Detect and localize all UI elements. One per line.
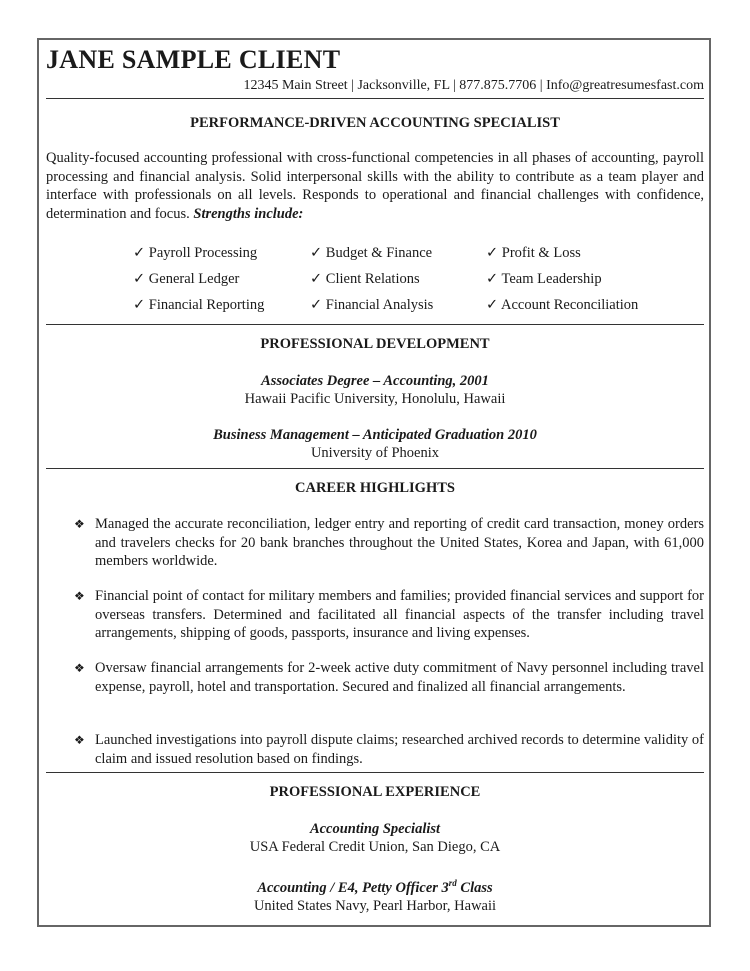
experience-entry: [46, 820, 704, 856]
check-icon: ✓: [486, 297, 499, 313]
school-name: Hawaii Pacific University, Honolulu, Hawaii: [244, 391, 506, 407]
list-item: ❖ Managed the accurate reconciliation, ledger entry and reporting of credit card transaction, money orders and travelers checks for 20 bank branches throughout the United States, Korea and Japan, with 61,000 members worldwide.: [74, 516, 704, 569]
diamond-bullet-icon: ❖: [74, 589, 85, 603]
header-divider: [46, 98, 704, 99]
check-icon: ✓: [310, 297, 323, 313]
job-title: Accounting / E4, Petty Officer 3rd Class: [257, 878, 493, 896]
strengths-label: Strengths include:: [193, 205, 304, 222]
summary-text: Quality-focused accounting professional with cross-functional competencies in all phases of accounting, payroll processing and financial analysis. Solid interpersonal skills with the ability to contribute as a team player and interface with professionals on all levels. Responds to operational and financial challenges with confidence, determination and focus.: [46, 150, 704, 222]
check-icon: ✓: [133, 271, 146, 287]
diamond-bullet-icon: ❖: [74, 733, 85, 747]
list-item: ❖ Financial point of contact for military members and families; provided financial services and support for overseas transfers. Determined and facilitated all financial aspects of the transfer including travel arrangements, shipping of goods, passports, insurance and living expenses.: [74, 588, 704, 641]
degree-title: Associates Degree – Accounting, 2001: [261, 373, 489, 389]
check-icon: ✓: [133, 245, 146, 261]
experience-heading: PROFESSIONAL EXPERIENCE: [269, 784, 481, 800]
section-divider: [46, 772, 704, 773]
check-icon: ✓: [486, 271, 499, 287]
check-icon: ✓: [133, 297, 146, 313]
education-entry: [46, 372, 704, 408]
skill-item: ✓ Account Reconciliation: [486, 297, 639, 313]
candidate-name: JANE SAMPLE CLIENT: [46, 45, 341, 74]
skill-item: ✓ General Ledger: [133, 271, 240, 287]
skill-item: ✓ Payroll Processing: [133, 245, 258, 261]
list-item: ❖ Oversaw financial arrangements for 2-week active duty commitment of Navy personnel including travel expense, payroll, hotel and transportation. Secured and finalized all financial arrangements.: [74, 660, 704, 695]
highlights-heading: CAREER HIGHLIGHTS: [295, 480, 455, 496]
diamond-bullet-icon: ❖: [74, 661, 85, 675]
employer: USA Federal Credit Union, San Diego, CA: [249, 839, 501, 855]
skill-item: ✓ Budget & Finance: [310, 245, 433, 261]
summary-heading: PERFORMANCE-DRIVEN ACCOUNTING SPECIALIST: [190, 115, 560, 131]
check-icon: ✓: [310, 245, 323, 261]
development-heading: PROFESSIONAL DEVELOPMENT: [260, 336, 490, 352]
resume-page: [37, 38, 711, 927]
diamond-bullet-icon: ❖: [74, 517, 85, 531]
skill-item: ✓ Team Leadership: [486, 271, 602, 287]
check-icon: ✓: [486, 245, 499, 261]
section-divider: [46, 468, 704, 469]
list-item: ❖ Launched investigations into payroll dispute claims; researched archived records to determine validity of claim and issued resolution based on findings.: [74, 732, 704, 767]
degree-title: Business Management – Anticipated Graduation 2010: [213, 427, 537, 443]
skill-item: ✓ Financial Reporting: [133, 297, 265, 313]
check-icon: ✓: [310, 271, 323, 287]
school-name: University of Phoenix: [310, 445, 440, 461]
education-entry: [46, 426, 704, 462]
employer: United States Navy, Pearl Harbor, Hawaii: [253, 897, 497, 914]
job-title: Accounting Specialist: [309, 821, 441, 837]
section-divider: [46, 324, 704, 325]
contact-line: 12345 Main Street | Jacksonville, FL | 877.875.7706 | Info@greatresumesfast.com: [243, 78, 704, 93]
skill-item: ✓ Client Relations: [310, 271, 420, 287]
skill-item: ✓ Profit & Loss: [486, 245, 581, 261]
summary-paragraph: [46, 149, 704, 223]
skill-item: ✓ Financial Analysis: [310, 297, 434, 313]
experience-entry: [46, 874, 704, 915]
